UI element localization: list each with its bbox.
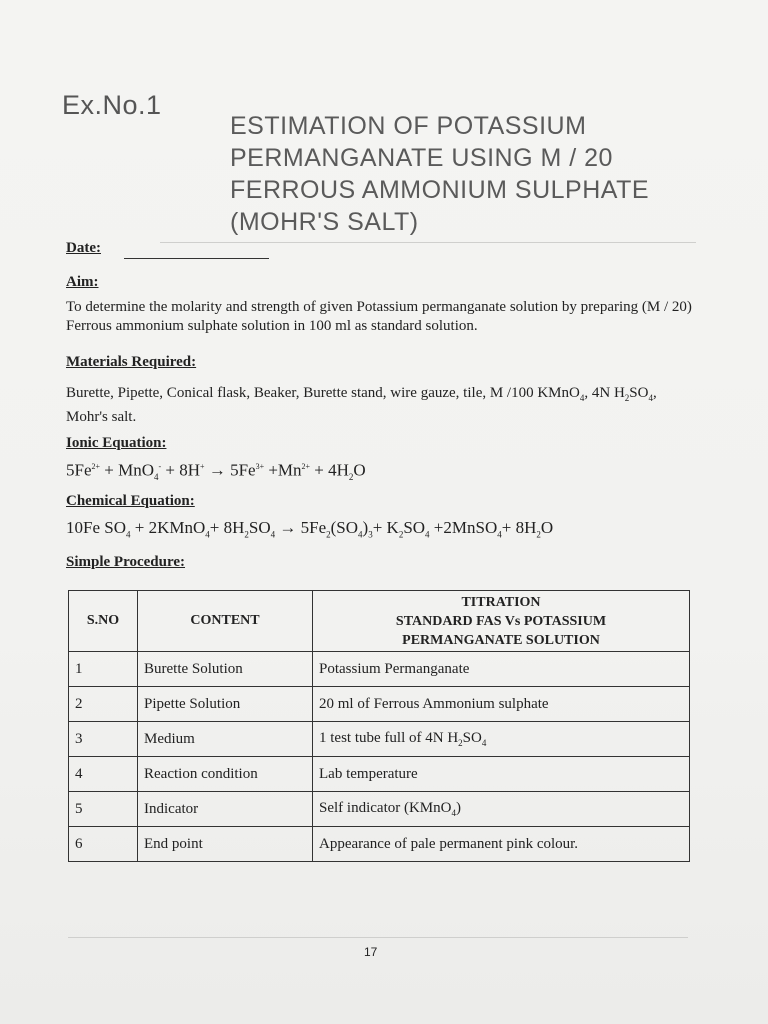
cell-content: Burette Solution — [138, 652, 313, 687]
cell-content: Medium — [138, 722, 313, 757]
cell-value: 1 test tube full of 4N $H_2SO_4$ — [313, 722, 690, 757]
chemical-equation: 10Fe $SO_4$ + 2KMnO$_4$+ $8H_2SO_4 \to 5Fe_2(SO_4)_3+ K_2SO_4$ +2MnSO$_4$+ $8H_2O$ — [66, 518, 554, 540]
date-label: Date: — [66, 240, 101, 256]
cell-sno: 3 — [69, 722, 138, 757]
procedure-table — [68, 590, 690, 862]
table-row — [69, 722, 690, 757]
header-rule — [160, 242, 696, 243]
materials-heading: Materials Required: — [66, 354, 197, 370]
cell-content: Reaction condition — [138, 757, 313, 792]
cell-value: Appearance of pale permanent pink colour. — [313, 827, 690, 862]
cell-content: Pipette Solution — [138, 687, 313, 722]
table-row — [69, 757, 690, 792]
cell-content: Indicator — [138, 792, 313, 827]
procedure-heading: Simple Procedure: — [66, 554, 186, 570]
table-row — [69, 827, 690, 862]
date-blank-line — [124, 258, 269, 259]
column-header-sno: S.NO — [69, 591, 138, 652]
aim-heading: Aim: — [66, 274, 99, 290]
footer-rule — [68, 937, 688, 938]
cell-sno: 5 — [69, 792, 138, 827]
table-row — [69, 652, 690, 687]
cell-sno: 2 — [69, 687, 138, 722]
aim-text: To determine the molarity and strength of given Potassium permanganate solution by preparing (M / 20) Ferrous ammonium sulphate solution in 100 ml as standard solution. — [66, 299, 692, 334]
cell-value: Potassium Permanganate — [313, 652, 690, 687]
title-line: PERMANGANATE USING M / 20 — [230, 144, 613, 172]
ionic-equation: $5Fe^{2+} + MnO_4^- + 8H^+ \to 5Fe^{3+} +Mn^{2+} + 4H_2O$ — [66, 460, 366, 483]
table-header-row — [69, 591, 690, 652]
cell-content: End point — [138, 827, 313, 862]
column-header-content: CONTENT — [138, 591, 313, 652]
title-line: (MOHR'S SALT) — [230, 208, 419, 236]
column-header-titration: TITRATION STANDARD FAS Vs POTASSIUM PERMANGANATE SOLUTION — [313, 591, 690, 652]
ionic-equation-heading: Ionic Equation: — [66, 435, 167, 451]
cell-sno: 4 — [69, 757, 138, 792]
cell-sno: 1 — [69, 652, 138, 687]
materials-text: Burette, Pipette, Conical flask, Beaker, Burette stand, wire gauze, tile, M /100 KMnO$_4$, 4N $H_2SO_4$, Mohr's salt. — [66, 385, 657, 425]
cell-value: 20 ml of Ferrous Ammonium sulphate — [313, 687, 690, 722]
chemical-equation-heading: Chemical Equation: — [66, 493, 195, 509]
cell-value: Self indicator (KMnO$_4$) — [313, 792, 690, 827]
title-line: FERROUS AMMONIUM SULPHATE — [230, 176, 650, 204]
cell-sno: 6 — [69, 827, 138, 862]
table-row — [69, 792, 690, 827]
cell-value: Lab temperature — [313, 757, 690, 792]
page-number: 17 — [364, 945, 378, 959]
title-line: ESTIMATION OF POTASSIUM — [230, 112, 587, 140]
table-row — [69, 687, 690, 722]
experiment-title — [230, 110, 700, 238]
exercise-number: Ex.No.1 — [62, 90, 162, 120]
